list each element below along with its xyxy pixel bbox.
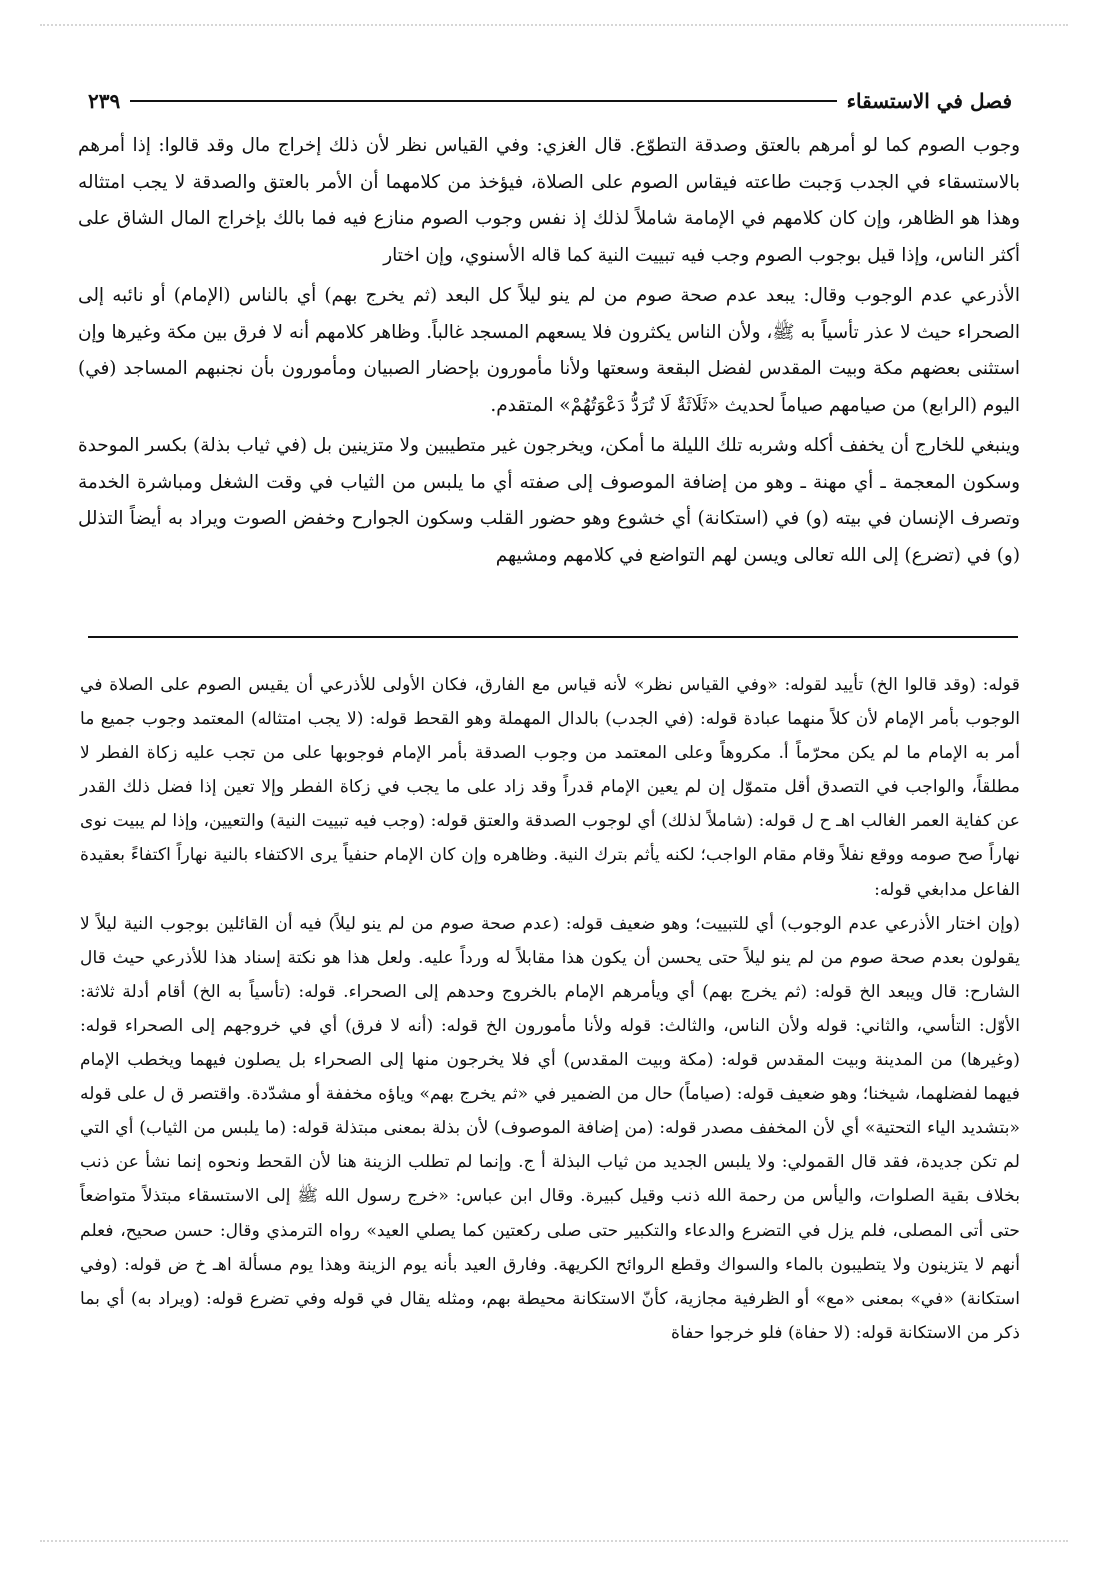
running-header xyxy=(88,88,1012,114)
footnote-paragraph: قوله: (وقد قالوا الخ) تأييد لقوله: «وفي القياس نظر» لأنه قياس مع الفارق، فكان الأولى للأذرعي أن يقيس الصوم على الصلاة في الوجوب بأمر الإمام لأن كلاً منهما عبادة قوله: (في الجدب) بالدال المهملة وهو القحط قوله: (لا يجب امتثاله) المعتمد وجوب جميع ما أمر به الإمام ما لم يكن محرّماً أ. مكروهاً وعلى المعتمد من وجوب الصدقة بأمر الإمام فوجوبها على من تجب عليه زكاة الفطر لا مطلقاً، والواجب في التصدق أقل متموّل إن لم يعين الإمام قدراً وقد زاد على ما يجب في زكاة الفطر وإلا تعين إذا فضل ذلك القدر عن كفاية العمر الغالب اهـ ح ل قوله: (شاملاً لذلك) أي لوجوب الصدقة والعتق قوله: (وجب فيه تبييت النية) والتعيين، وإذا لم يبيت نوى نهاراً صح صومه ووقع نفلاً وقام مقام الواجب؛ لكنه يأثم بترك النية. وظاهره وإن كان الإمام حنفياً يرى الاكتفاء بالنية نهاراً اكتفاءً بعقيدة الفاعل مدابغي قوله: xyxy=(80,675,1020,900)
page-bottom-edge xyxy=(40,1530,1068,1542)
main-paragraph: وينبغي للخارج أن يخفف أكله وشربه تلك الليلة ما أمكن، ويخرجون غير متطيبين ولا متزينين بل (في ثياب بذلة) بكسر الموحدة وسكون المعجمة ـ أي مهنة ـ وهو من إضافة الموصوف إلى صفته أي ما يلبس من الثياب في وقت الشغل ومباشرة الخدمة وتصرف الإنسان في بيته (و) في (استكانة) أي خشوع وهو حضور القلب وسكون الجوارح وخفض الصوت ويراد به أيضاً التذلل (و) في (تضرع) إلى الله تعالى ويسن لهم التواضع في كلامهم ومشيهم xyxy=(78,435,1020,566)
main-paragraph: وجوب الصوم كما لو أمرهم بالعتق وصدقة التطوّع. قال الغزي: وفي القياس نظر لأن ذلك إخراج مال وقد قالوا: إذا أمرهم بالاستسقاء في الجدب وَجبت طاعته فيقاس الصوم على الصلاة، فيؤخذ من كلامهما أن الأمر بالعتق والصدقة لا يجب امتثاله وهذا هو الظاهر، وإن كان كلامهم في الإمامة شاملاً لذلك إذ نفس وجوب الصوم منازع فيه فما بالك بإخراج المال الشاق على أكثر الناس، وإذا قيل بوجوب الصوم وجب فيه تبييت النية كما قاله الأسنوي، وإن اختار xyxy=(78,135,1020,266)
page-top-edge xyxy=(40,24,1068,34)
footnote-separator xyxy=(88,636,1018,638)
header-rule xyxy=(130,100,836,102)
footnotes-commentary xyxy=(80,668,1020,1350)
page-number: ٢٣٩ xyxy=(88,89,121,113)
footnote-paragraph: (وإن اختار الأذرعي عدم الوجوب) أي للتبييت؛ وهو ضعيف قوله: (عدم صحة صوم من لم ينو ليلاً) فيه أن القائلين بوجوب النية ليلاً لا يقولون بعدم صحة صوم من لم ينو ليلاً حتى يحسن أن يكون هذا مقابلاً له ورداً عليه. ولعل هذا هو نكتة إسناد هذا للأذرعي حيث قال الشارح: قال ويبعد الخ قوله: (ثم يخرج بهم) أي ويأمرهم الإمام بالخروج وحدهم إلى الصحراء. قوله: (تأسياً به الخ) أقام أدلة ثلاثة: الأوّل: التأسي، والثاني: قوله ولأن الناس، والثالث: قوله ولأنا مأمورون الخ قوله: (أنه لا فرق) أي في خروجهم إلى الصحراء قوله: (وغيرها) من المدينة وبيت المقدس قوله: (مكة وبيت المقدس) أي فلا يخرجون منها إلى الصحراء بل يصلون فيهما ويخطب الإمام فيهما لفضلهما، شيخنا؛ وهو ضعيف قوله: (صياماً) حال من الضمير في «ثم يخرج بهم» وياؤه مخففة أو مشدّدة. واقتصر ق ل على قوله «بتشديد الياء التحتية» أي لأن المخفف مصدر قوله: (من إضافة الموصوف) لأن بذلة بمعنى مبتذلة قوله: (ما يلبس من الثياب) أي التي لم تكن جديدة، فقد قال القمولي: ولا يلبس الجديد من ثياب البذلة أ ج. وإنما لم تطلب الزينة هنا لأن القحط ونحوه إنما نشأ عن ذنب بخلاف بقية الصلوات، واليأس من رحمة الله ذنب وقيل كبيرة. وقال ابن عباس: «خرج رسول الله ﷺ إلى الاستسقاء مبتذلاً متواضعاً حتى أتى المصلى، فلم يزل في التضرع والدعاء والتكبير حتى صلى ركعتين كما يصلي العيد» رواه الترمذي وقال: حسن صحيح، فعلم أنهم لا يتزينون ولا يتطيبون بالماء والسواك وقطع الروائح الكريهة. وفارق العيد بأنه يوم الزينة وهذا يوم مسألة اهـ خ ض قوله: (وفي استكانة) «في» بمعنى «مع» أو الظرفية مجازية، كأنّ الاستكانة محيطة بهم، ومثله يقال في قوله وفي تضرع قوله: (ويراد به) أي بما ذكر من الاستكانة قوله: (لا حفاة) فلو خرجوا حفاة xyxy=(80,913,1020,1343)
chapter-title: فصل في الاستسقاء xyxy=(846,89,1012,113)
main-paragraph: الأذرعي عدم الوجوب وقال: يبعد عدم صحة صوم من لم ينو ليلاً كل البعد (ثم يخرج بهم) أي بالناس (الإمام) أو نائبه إلى الصحراء حيث لا عذر تأسياً به ﷺ، ولأن الناس يكثرون فلا يسعهم المسجد غالباً. وظاهر كلامهم أنه لا فرق بين مكة وغيرها وإن استثنى بعضهم مكة وبيت المقدس لفضل البقعة وسعتها ولأنا مأمورون بإحضار الصبيان ومأمورون بأن نجنبهم المساجد (في) اليوم (الرابع) من صيامهم صياماً لحديث «ثَلَاثَةٌ لَا تُرَدُّ دَعْوَتُهُمْ» المتقدم. xyxy=(78,285,1020,416)
main-text xyxy=(78,128,1020,574)
